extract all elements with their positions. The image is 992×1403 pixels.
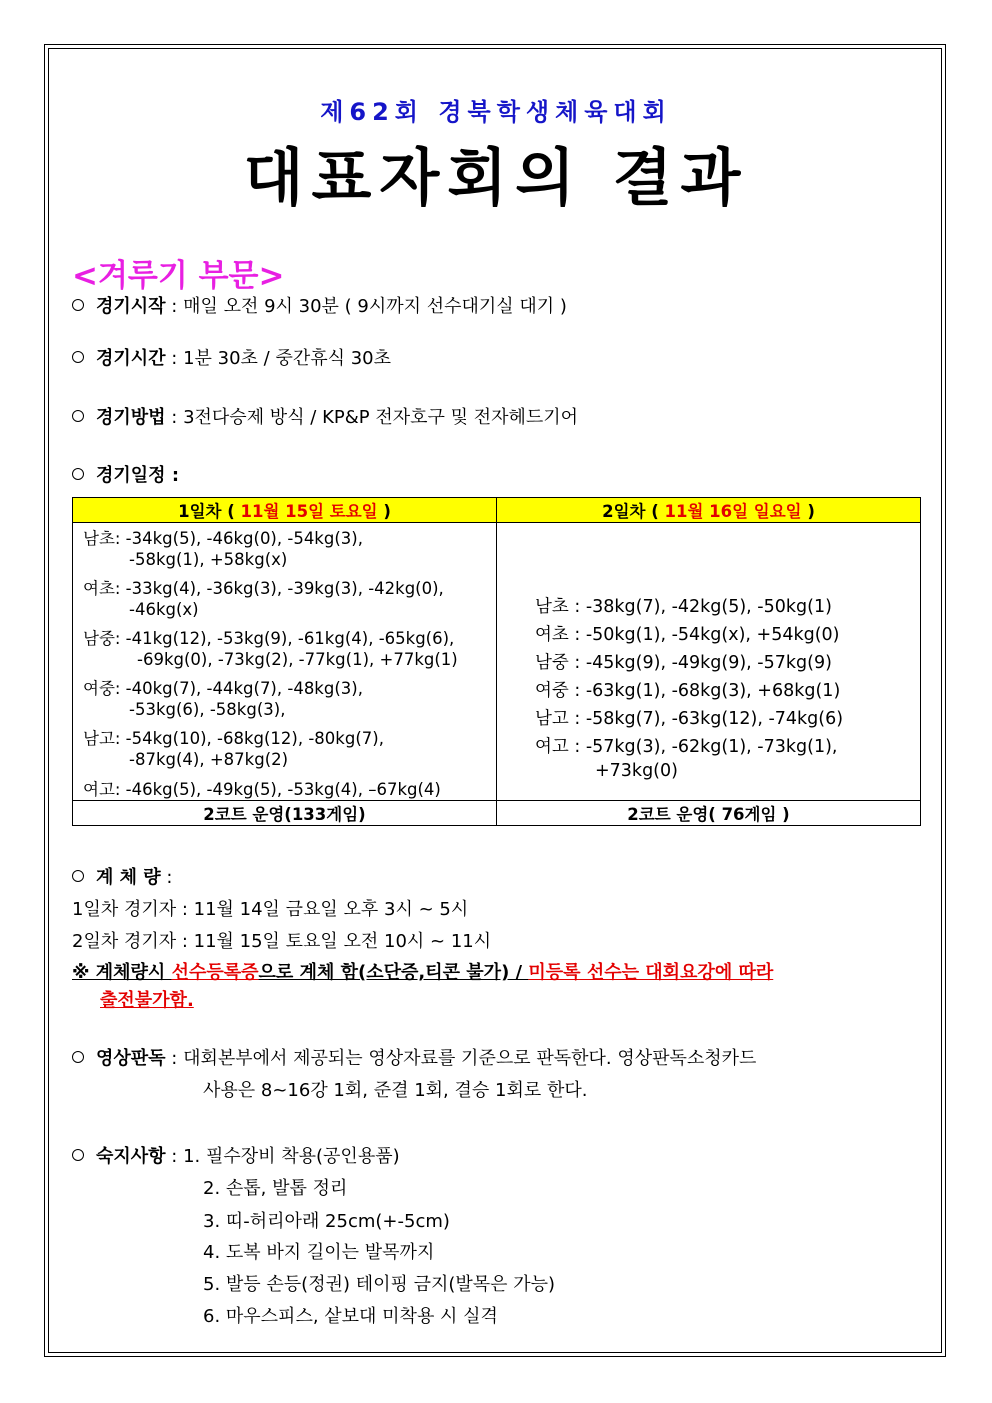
day2-courts: 2코트 운영( 76게임 ): [497, 801, 921, 826]
page-title: 대표자회의 결과: [243, 141, 749, 214]
list-item: 4. 도복 바지 길이는 발목까지: [203, 1242, 435, 1263]
item-text: 매일 오전 9시 30분 ( 9시까지 선수대기실 대기 ): [183, 296, 567, 317]
list-item: 남고 : -58kg(7), -63kg(12), -74kg(6): [535, 709, 844, 729]
list-item: 여고 : -57kg(3), -62kg(1), -73kg(1),: [535, 737, 838, 757]
circle-bullet-icon: [72, 410, 84, 422]
day2-header-close: ): [801, 502, 815, 521]
list-item: 여중: -40kg(7), -44kg(7), -48kg(3),: [83, 679, 363, 698]
day1-header-label: 1일차 (: [178, 502, 241, 521]
list-item: 여초: -33kg(4), -36kg(3), -39kg(3), -42kg(0),: [83, 579, 444, 598]
list-item: 3. 띠-허리아래 25cm(+-5cm): [203, 1211, 450, 1232]
list-item: 여중 : -63kg(1), -68kg(3), +68kg(1): [535, 681, 841, 701]
item-label: 경기시작: [96, 296, 166, 317]
item-sep: :: [165, 296, 184, 317]
list-item: -69kg(0), -73kg(2), -77kg(1), +77kg(1): [137, 650, 458, 669]
day2-header: [497, 498, 921, 523]
item-sep: :: [165, 1146, 184, 1167]
day1-courts: 2코트 운영(133게임): [73, 801, 497, 826]
circle-bullet-icon: [72, 1149, 84, 1161]
event-subtitle: 제62회 경북학생체육대회: [320, 98, 672, 126]
item-sep: :: [165, 407, 184, 428]
circle-bullet-icon: [72, 351, 84, 363]
item-weighin: [72, 863, 173, 889]
list-item: -46kg(x): [129, 600, 199, 619]
list-item: 남고: -54kg(10), -68kg(12), -80kg(7),: [83, 729, 384, 748]
section-title: <겨루기 부문>: [72, 258, 285, 294]
item-text: 1분 30초 / 중간휴식 30초: [183, 348, 392, 369]
item-label: 계 체 량: [96, 867, 161, 888]
note-red-id: 선수등록증: [171, 962, 259, 983]
note-line2: 출전불가함.: [100, 990, 194, 1011]
list-item: 여고: -46kg(5), -49kg(5), -53kg(4), –67kg(4): [83, 780, 441, 799]
list-item: -53kg(6), -58kg(3),: [129, 700, 286, 719]
item-sep: :: [160, 867, 173, 888]
item-video: [72, 1044, 756, 1070]
note-mid: 으로 계체 함(소단증,티콘 불가) /: [258, 962, 529, 983]
item-text: 3전다승제 방식 / KP&P 전자호구 및 전자헤드기어: [183, 407, 579, 428]
weighin-day1: 1일차 경기자 : 11월 14일 금요일 오후 3시 ~ 5시: [72, 899, 469, 920]
list-item: -87kg(4), +87kg(2): [129, 750, 289, 769]
list-item: -58kg(1), +58kg(x): [129, 550, 288, 569]
list-item: 남초: -34kg(5), -46kg(0), -54kg(3),: [83, 529, 363, 548]
weighin-note: [72, 958, 922, 984]
list-item: 여초 : -50kg(1), -54kg(x), +54kg(0): [535, 625, 840, 645]
video-line1: 대회본부에서 제공되는 영상자료를 기준으로 판독한다. 영상판독소청카드: [183, 1048, 757, 1069]
list-item: 6. 마우스피스, 샅보대 미착용 시 실격: [203, 1306, 498, 1327]
item-label: 영상판독: [96, 1048, 166, 1069]
day1-header-close: ): [377, 502, 391, 521]
day1-header: [73, 498, 497, 523]
list-item: 남중: -41kg(12), -53kg(9), -61kg(4), -65kg(6),: [83, 629, 455, 648]
item-sep: :: [165, 1048, 184, 1069]
item-duration: [72, 344, 391, 370]
list-item: 남중 : -45kg(9), -49kg(9), -57kg(9): [535, 653, 832, 673]
day1-header-date: 11월 15일 토요일: [240, 502, 378, 521]
schedule-header-row: [73, 498, 921, 523]
note-mark: ※ 계체량시: [72, 962, 172, 983]
item-label: 경기방법: [96, 407, 166, 428]
video-line2: 사용은 8~16강 1회, 준결 1회, 결승 1회로 한다.: [203, 1080, 588, 1101]
item-schedule: [72, 461, 179, 487]
circle-bullet-icon: [72, 1051, 84, 1063]
item-label: 경기일정 :: [96, 465, 180, 486]
item-sep: :: [165, 348, 184, 369]
item-label: 숙지사항: [96, 1146, 166, 1167]
list-item: 2. 손톱, 발톱 정리: [203, 1178, 348, 1199]
item-start-time: [72, 292, 567, 318]
list-item: 5. 발등 손등(정권) 테이핑 금지(발목은 가능): [203, 1274, 556, 1295]
day2-header-date: 11월 16일 일요일: [664, 502, 802, 521]
list-item: 남초 : -38kg(7), -42kg(5), -50kg(1): [535, 597, 832, 617]
day2-header-label: 2일차 (: [602, 502, 665, 521]
list-item: 1. 필수장비 착용(공인용품): [183, 1146, 400, 1167]
day2-events: [497, 523, 921, 801]
circle-bullet-icon: [72, 870, 84, 882]
item-label: 경기시간: [96, 348, 166, 369]
schedule-body-row: [73, 523, 921, 801]
item-method: [72, 403, 578, 429]
circle-bullet-icon: [72, 299, 84, 311]
note-red-rule: 미등록 선수는 대회요강에 따라: [528, 962, 774, 983]
schedule-footer-row: [73, 801, 921, 826]
weighin-day2: 2일차 경기자 : 11월 15일 토요일 오전 10시 ~ 11시: [72, 931, 492, 952]
item-rules: [72, 1142, 400, 1168]
circle-bullet-icon: [72, 468, 84, 480]
list-item: +73kg(0): [595, 761, 678, 781]
schedule-table: [72, 497, 921, 826]
day1-events: [73, 523, 497, 801]
